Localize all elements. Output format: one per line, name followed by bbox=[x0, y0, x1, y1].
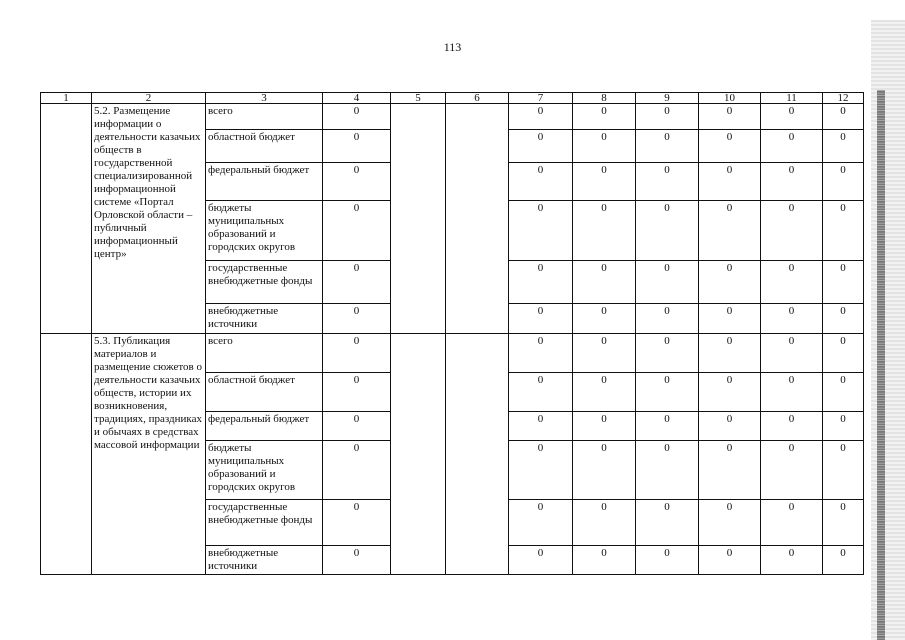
value-col8: 0 bbox=[573, 104, 636, 130]
header-cell: 1 bbox=[41, 93, 92, 104]
value-col8: 0 bbox=[573, 373, 636, 412]
page-number: 113 bbox=[443, 40, 462, 54]
value-col8: 0 bbox=[573, 546, 636, 575]
value-col12: 0 bbox=[823, 500, 864, 546]
value-col12: 0 bbox=[823, 104, 864, 130]
value-col11: 0 bbox=[761, 334, 823, 373]
value-col7: 0 bbox=[509, 373, 573, 412]
value-col5 bbox=[391, 104, 446, 334]
budget-table bbox=[40, 92, 864, 575]
value-col9: 0 bbox=[636, 261, 699, 304]
scan-edge-shadow bbox=[877, 90, 885, 640]
header-cell: 10 bbox=[699, 93, 761, 104]
value-col11: 0 bbox=[761, 130, 823, 163]
value-col11: 0 bbox=[761, 373, 823, 412]
value-col11: 0 bbox=[761, 304, 823, 334]
value-col8: 0 bbox=[573, 500, 636, 546]
value-col12: 0 bbox=[823, 441, 864, 500]
value-col4: 0 bbox=[323, 130, 391, 163]
value-col6 bbox=[446, 104, 509, 334]
funding-source: внебюджетные источники bbox=[206, 546, 323, 575]
value-col9: 0 bbox=[636, 412, 699, 441]
table-row bbox=[41, 104, 864, 130]
value-col4: 0 bbox=[323, 441, 391, 500]
header-cell: 4 bbox=[323, 93, 391, 104]
header-cell: 12 bbox=[823, 93, 864, 104]
value-col7: 0 bbox=[509, 546, 573, 575]
value-col6 bbox=[446, 334, 509, 575]
value-col7: 0 bbox=[509, 500, 573, 546]
value-col12: 0 bbox=[823, 163, 864, 201]
value-col9: 0 bbox=[636, 546, 699, 575]
value-col9: 0 bbox=[636, 334, 699, 373]
value-col4: 0 bbox=[323, 163, 391, 201]
value-col9: 0 bbox=[636, 130, 699, 163]
header-cell: 9 bbox=[636, 93, 699, 104]
value-col9: 0 bbox=[636, 500, 699, 546]
value-col7: 0 bbox=[509, 412, 573, 441]
value-col12: 0 bbox=[823, 130, 864, 163]
section-index-cell bbox=[41, 334, 92, 575]
value-col10: 0 bbox=[699, 130, 761, 163]
value-col4: 0 bbox=[323, 201, 391, 261]
value-col8: 0 bbox=[573, 130, 636, 163]
value-col12: 0 bbox=[823, 261, 864, 304]
value-col7: 0 bbox=[509, 261, 573, 304]
value-col7: 0 bbox=[509, 201, 573, 261]
value-col7: 0 bbox=[509, 163, 573, 201]
funding-source: бюджеты муниципальных образований и городских округов bbox=[206, 201, 323, 261]
funding-source: всего bbox=[206, 104, 323, 130]
value-col4: 0 bbox=[323, 334, 391, 373]
table-row bbox=[41, 334, 864, 373]
header-cell: 2 bbox=[92, 93, 206, 104]
value-col9: 0 bbox=[636, 104, 699, 130]
header-cell: 11 bbox=[761, 93, 823, 104]
value-col12: 0 bbox=[823, 201, 864, 261]
value-col7: 0 bbox=[509, 304, 573, 334]
funding-source: государственные внебюджетные фонды bbox=[206, 261, 323, 304]
value-col7: 0 bbox=[509, 441, 573, 500]
value-col11: 0 bbox=[761, 500, 823, 546]
value-col9: 0 bbox=[636, 201, 699, 261]
value-col8: 0 bbox=[573, 334, 636, 373]
header-row bbox=[41, 93, 864, 104]
header-cell: 8 bbox=[573, 93, 636, 104]
value-col4: 0 bbox=[323, 412, 391, 441]
value-col8: 0 bbox=[573, 441, 636, 500]
value-col11: 0 bbox=[761, 261, 823, 304]
value-col12: 0 bbox=[823, 373, 864, 412]
value-col11: 0 bbox=[761, 201, 823, 261]
value-col9: 0 bbox=[636, 163, 699, 201]
value-col4: 0 bbox=[323, 304, 391, 334]
value-col10: 0 bbox=[699, 373, 761, 412]
value-col11: 0 bbox=[761, 163, 823, 201]
value-col11: 0 bbox=[761, 441, 823, 500]
value-col11: 0 bbox=[761, 412, 823, 441]
value-col12: 0 bbox=[823, 304, 864, 334]
value-col9: 0 bbox=[636, 373, 699, 412]
section-title: 5.2. Размещение информации о деятельности казачьих обществ в государственной специализированной информационной системе «Портал Орловской области – публичный информационный центр» bbox=[92, 104, 206, 334]
value-col11: 0 bbox=[761, 104, 823, 130]
header-cell: 3 bbox=[206, 93, 323, 104]
section-index-cell bbox=[41, 104, 92, 334]
value-col4: 0 bbox=[323, 373, 391, 412]
header-cell: 5 bbox=[391, 93, 446, 104]
value-col11: 0 bbox=[761, 546, 823, 575]
value-col5 bbox=[391, 334, 446, 575]
funding-source: внебюджетные источники bbox=[206, 304, 323, 334]
value-col10: 0 bbox=[699, 546, 761, 575]
funding-source: государственные внебюджетные фонды bbox=[206, 500, 323, 546]
value-col8: 0 bbox=[573, 412, 636, 441]
funding-source: областной бюджет bbox=[206, 130, 323, 163]
header-cell: 7 bbox=[509, 93, 573, 104]
header-cell: 6 bbox=[446, 93, 509, 104]
value-col4: 0 bbox=[323, 104, 391, 130]
value-col12: 0 bbox=[823, 334, 864, 373]
value-col9: 0 bbox=[636, 304, 699, 334]
value-col7: 0 bbox=[509, 130, 573, 163]
value-col10: 0 bbox=[699, 104, 761, 130]
value-col10: 0 bbox=[699, 412, 761, 441]
value-col8: 0 bbox=[573, 261, 636, 304]
value-col4: 0 bbox=[323, 546, 391, 575]
value-col4: 0 bbox=[323, 500, 391, 546]
value-col8: 0 bbox=[573, 304, 636, 334]
value-col12: 0 bbox=[823, 546, 864, 575]
value-col10: 0 bbox=[699, 304, 761, 334]
value-col8: 0 bbox=[573, 163, 636, 201]
funding-source: всего bbox=[206, 334, 323, 373]
funding-source: федеральный бюджет bbox=[206, 412, 323, 441]
value-col9: 0 bbox=[636, 441, 699, 500]
section-title: 5.3. Публикация материалов и размещение сюжетов о деятельности казачьих обществ, истории их возникновения, традициях, праздниках и обычаях в средствах массовой информации bbox=[92, 334, 206, 575]
value-col8: 0 bbox=[573, 201, 636, 261]
value-col10: 0 bbox=[699, 334, 761, 373]
funding-source: областной бюджет bbox=[206, 373, 323, 412]
value-col10: 0 bbox=[699, 441, 761, 500]
funding-source: федеральный бюджет bbox=[206, 163, 323, 201]
value-col4: 0 bbox=[323, 261, 391, 304]
value-col10: 0 bbox=[699, 201, 761, 261]
value-col10: 0 bbox=[699, 261, 761, 304]
value-col10: 0 bbox=[699, 500, 761, 546]
value-col7: 0 bbox=[509, 104, 573, 130]
value-col12: 0 bbox=[823, 412, 864, 441]
value-col7: 0 bbox=[509, 334, 573, 373]
funding-source: бюджеты муниципальных образований и городских округов bbox=[206, 441, 323, 500]
value-col10: 0 bbox=[699, 163, 761, 201]
